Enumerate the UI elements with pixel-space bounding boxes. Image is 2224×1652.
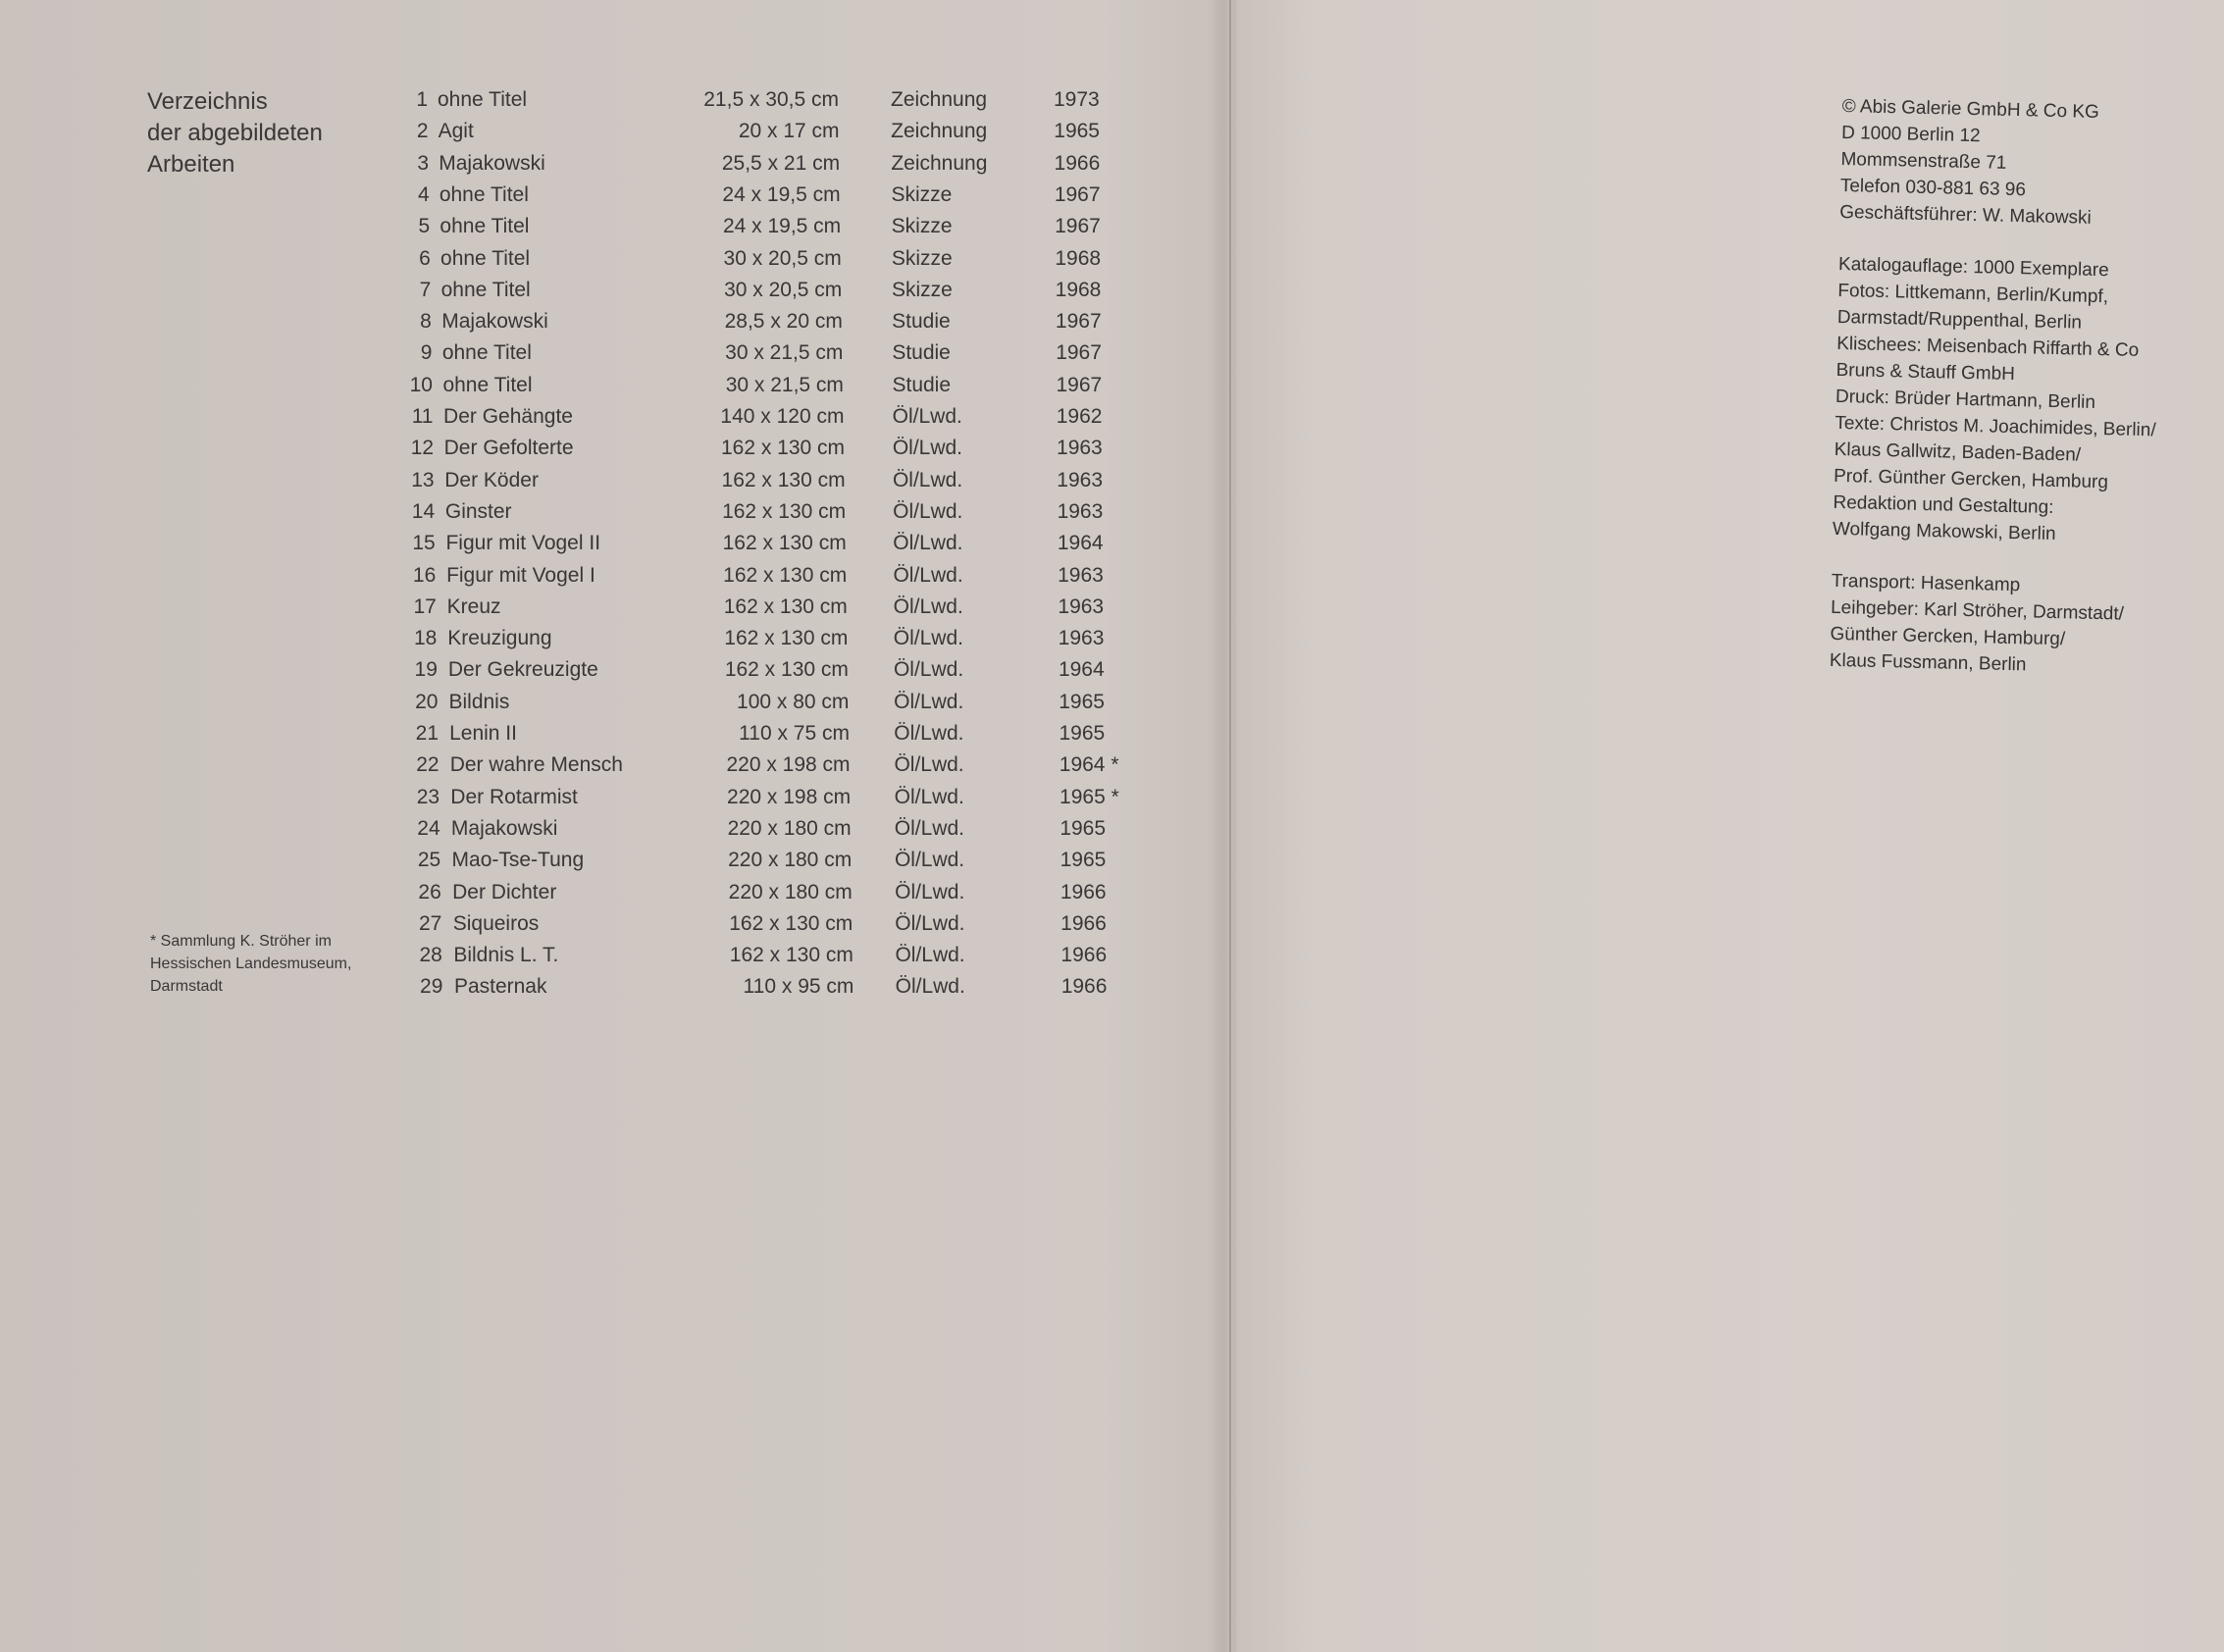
work-technique: Öl/Lwd.	[895, 944, 965, 967]
work-row	[0, 845, 1226, 876]
work-title: Majakowski	[439, 151, 545, 175]
work-title: Bildnis	[448, 690, 510, 713]
work-row	[0, 654, 1226, 686]
work-dimensions: 100 x 80 cm	[737, 690, 850, 713]
work-dimensions: 21,5 x 30,5 cm	[703, 88, 839, 111]
work-number: 2	[416, 120, 429, 143]
work-technique: Skizze	[891, 246, 953, 270]
work-year: 1967	[1056, 373, 1103, 396]
work-title: Figur mit Vogel II	[445, 532, 601, 555]
work-row	[0, 877, 1226, 908]
work-title: Der wahre Mensch	[449, 753, 623, 777]
work-technique: Öl/Lwd.	[893, 658, 964, 682]
work-number: 22	[416, 753, 440, 777]
work-number: 16	[412, 563, 437, 587]
work-title: Siqueiros	[452, 911, 540, 935]
credits-line: Klaus Fussmann, Berlin	[1829, 649, 2027, 676]
work-dimensions: 28,5 x 20 cm	[724, 310, 843, 334]
work-year: 1963	[1057, 437, 1103, 460]
work-number: 17	[413, 594, 437, 618]
credits-line: D 1000 Berlin 12	[1840, 122, 1981, 147]
credits-line: Fotos: Littkemann, Berlin/Kumpf,	[1837, 280, 2109, 308]
work-row	[0, 84, 1226, 116]
work-technique: Öl/Lwd.	[892, 468, 963, 491]
work-year: 1965	[1054, 120, 1100, 143]
work-title: Figur mit Vogel I	[446, 563, 595, 587]
work-title: Majakowski	[441, 310, 548, 334]
work-row	[0, 971, 1226, 1003]
work-dimensions: 25,5 x 21 cm	[721, 151, 841, 175]
heading-line: Arbeiten	[147, 151, 235, 178]
work-title: ohne Titel	[441, 341, 532, 365]
work-technique: Öl/Lwd.	[894, 785, 964, 808]
work-year: 1966	[1060, 911, 1107, 935]
work-title: ohne Titel	[439, 182, 529, 206]
work-dimensions: 110 x 75 cm	[739, 722, 850, 745]
credits-line: Klaus Gallwitz, Baden-Baden/	[1834, 439, 2082, 466]
work-number: 28	[419, 944, 442, 967]
footnote-line: Hessischen Landesmuseum,	[150, 955, 352, 972]
work-dimensions: 30 x 20,5 cm	[724, 278, 843, 301]
work-row	[0, 275, 1226, 306]
work-number: 20	[415, 690, 439, 713]
work-row	[0, 401, 1226, 433]
work-title: Agit	[438, 120, 474, 143]
work-number: 26	[418, 880, 441, 903]
work-number: 23	[416, 785, 440, 808]
work-technique: Öl/Lwd.	[895, 975, 965, 999]
work-number: 9	[420, 341, 433, 365]
credits-line: Günther Gercken, Hamburg/	[1830, 623, 2066, 650]
work-technique: Skizze	[891, 182, 953, 206]
work-year: 1966	[1054, 151, 1101, 175]
work-number: 4	[417, 182, 430, 206]
work-year: 1964 *	[1059, 753, 1119, 777]
work-dimensions: 162 x 130 cm	[720, 437, 846, 460]
work-row	[0, 337, 1226, 369]
work-number: 14	[411, 499, 436, 523]
work-year: 1962	[1056, 405, 1103, 428]
work-row	[0, 148, 1226, 180]
work-dimensions: 162 x 130 cm	[729, 944, 853, 967]
credits-line: Darmstadt/Ruppenthal, Berlin	[1836, 306, 2083, 334]
work-number: 11	[411, 405, 434, 428]
work-dimensions: 162 x 130 cm	[729, 911, 853, 935]
work-row	[0, 465, 1226, 496]
credits-line: Katalogauflage: 1000 Exemplare	[1837, 253, 2109, 282]
work-title: Majakowski	[450, 816, 558, 840]
work-row	[0, 211, 1226, 242]
credits-line: Redaktion und Gestaltung:	[1833, 491, 2054, 518]
work-number: 10	[409, 373, 433, 396]
work-year: 1973	[1054, 88, 1100, 111]
work-technique: Öl/Lwd.	[894, 816, 964, 840]
credits-line: Mommsenstraße 71	[1840, 148, 2007, 174]
work-row	[0, 623, 1226, 654]
work-technique: Öl/Lwd.	[894, 849, 965, 872]
work-row	[0, 718, 1226, 749]
work-year: 1965	[1059, 722, 1106, 745]
work-title: Mao-Tse-Tung	[451, 849, 585, 872]
work-year: 1968	[1055, 278, 1102, 301]
work-title: ohne Titel	[438, 88, 528, 111]
work-year: 1963	[1057, 468, 1104, 491]
work-title: Der Gefolterte	[443, 437, 574, 460]
work-dimensions: 140 x 120 cm	[720, 405, 845, 428]
work-technique: Öl/Lwd.	[893, 499, 963, 523]
work-title: Der Köder	[444, 468, 539, 491]
work-technique: Zeichnung	[891, 120, 988, 143]
work-technique: Skizze	[891, 278, 953, 301]
work-row	[0, 528, 1226, 559]
work-technique: Öl/Lwd.	[894, 753, 964, 777]
credits-line: Leihgeber: Karl Ströher, Darmstadt/	[1830, 596, 2125, 625]
work-title: Kreuzigung	[447, 627, 552, 650]
work-number: 13	[411, 468, 435, 491]
work-technique: Öl/Lwd.	[895, 911, 965, 935]
work-dimensions: 162 x 130 cm	[722, 499, 847, 523]
work-dimensions: 220 x 198 cm	[726, 753, 851, 777]
credits-line: Wolfgang Makowski, Berlin	[1832, 518, 2056, 545]
work-number: 15	[412, 532, 436, 555]
work-year: 1965	[1059, 690, 1105, 713]
work-number: 21	[415, 722, 439, 745]
work-number: 8	[420, 310, 432, 334]
work-technique: Öl/Lwd.	[893, 532, 963, 555]
work-year: 1964	[1057, 532, 1104, 555]
work-number: 12	[410, 437, 435, 460]
work-technique: Öl/Lwd.	[893, 594, 963, 618]
work-dimensions: 220 x 180 cm	[727, 816, 852, 840]
work-row	[0, 306, 1226, 337]
work-dimensions: 162 x 130 cm	[722, 532, 847, 555]
credits-line: © Abis Galerie GmbH & Co KG	[1841, 95, 2100, 123]
work-number: 18	[413, 627, 438, 650]
work-year: 1967	[1056, 341, 1102, 365]
work-row	[0, 749, 1226, 781]
work-dimensions: 162 x 130 cm	[721, 468, 846, 491]
credits-line: Texte: Christos M. Joachimides, Berlin/	[1835, 412, 2156, 441]
work-technique: Öl/Lwd.	[892, 405, 962, 428]
work-dimensions: 24 x 19,5 cm	[722, 215, 842, 238]
work-title: ohne Titel	[440, 246, 531, 270]
work-year: 1966	[1060, 880, 1107, 903]
work-technique: Studie	[892, 341, 951, 365]
work-row	[0, 687, 1226, 718]
work-row	[0, 908, 1226, 940]
work-title: Der Dichter	[452, 880, 557, 903]
work-dimensions: 162 x 130 cm	[723, 563, 848, 587]
work-title: Kreuz	[446, 594, 501, 618]
work-technique: Studie	[892, 373, 952, 396]
work-technique: Zeichnung	[891, 88, 988, 111]
work-year: 1965 *	[1060, 785, 1119, 808]
work-dimensions: 162 x 130 cm	[724, 627, 849, 650]
work-number: 29	[420, 975, 443, 999]
work-number: 1	[416, 88, 428, 111]
footnote-line: * Sammlung K. Ströher im	[150, 933, 332, 950]
work-number: 19	[414, 658, 438, 682]
work-number: 7	[419, 278, 432, 301]
work-year: 1966	[1060, 975, 1108, 999]
work-dimensions: 30 x 21,5 cm	[725, 341, 844, 365]
imprint-credits	[1830, 93, 2164, 681]
credits-line: Telefon 030-881 63 96	[1839, 175, 2027, 201]
work-technique: Öl/Lwd.	[894, 690, 964, 713]
work-title: Pasternak	[453, 975, 547, 999]
work-row	[0, 813, 1226, 845]
work-row	[0, 370, 1226, 401]
work-technique: Skizze	[891, 215, 953, 238]
work-row	[0, 180, 1226, 211]
work-year: 1963	[1058, 594, 1105, 618]
work-technique: Öl/Lwd.	[893, 627, 963, 650]
page-edge	[1229, 0, 1231, 1652]
work-row	[0, 592, 1226, 623]
work-dimensions: 110 x 95 cm	[743, 975, 854, 999]
work-year: 1963	[1057, 499, 1104, 523]
work-title: ohne Titel	[440, 278, 531, 301]
work-year: 1967	[1055, 310, 1102, 334]
work-row	[0, 116, 1226, 147]
work-year: 1967	[1055, 215, 1101, 238]
credits-line: Geschäftsführer: W. Makowski	[1839, 201, 2092, 229]
work-number: 5	[418, 215, 431, 238]
work-dimensions: 30 x 21,5 cm	[725, 373, 844, 396]
work-technique: Öl/Lwd.	[894, 722, 964, 745]
work-year: 1965	[1060, 816, 1107, 840]
work-number: 24	[417, 816, 440, 840]
work-row	[0, 782, 1226, 813]
credits-line: Prof. Günther Gercken, Hamburg	[1833, 465, 2109, 493]
work-year: 1965	[1060, 849, 1107, 872]
work-year: 1963	[1058, 563, 1104, 587]
work-technique: Öl/Lwd.	[892, 437, 963, 460]
work-dimensions: 24 x 19,5 cm	[722, 182, 841, 206]
work-technique: Zeichnung	[891, 151, 988, 175]
work-year: 1966	[1060, 944, 1108, 967]
work-title: Bildnis L. T.	[453, 944, 559, 967]
work-title: Der Rotarmist	[450, 785, 578, 808]
credits-line: Druck: Brüder Hartmann, Berlin	[1835, 386, 2096, 413]
work-technique: Studie	[892, 310, 951, 334]
credits-line: Bruns & Stauff GmbH	[1836, 359, 2016, 386]
work-number: 25	[417, 849, 441, 872]
work-technique: Öl/Lwd.	[895, 880, 965, 903]
work-number: 3	[417, 151, 430, 175]
work-year: 1964	[1058, 658, 1105, 682]
heading-line: der abgebildeten	[147, 120, 323, 146]
work-title: Lenin II	[449, 722, 517, 745]
work-row	[0, 496, 1226, 528]
heading-line: Verzeichnis	[147, 88, 268, 115]
footnote-line: Darmstadt	[150, 978, 223, 995]
work-row	[0, 433, 1226, 464]
work-title: Der Gekreuzigte	[447, 658, 598, 682]
work-dimensions: 162 x 130 cm	[724, 658, 849, 682]
work-dimensions: 220 x 180 cm	[728, 849, 853, 872]
credits-line: Transport: Hasenkamp	[1831, 570, 2021, 596]
work-title: Ginster	[444, 499, 512, 523]
work-dimensions: 30 x 20,5 cm	[723, 246, 842, 270]
work-title: ohne Titel	[440, 215, 530, 238]
work-dimensions: 220 x 180 cm	[728, 880, 853, 903]
work-title: Der Gehängte	[443, 405, 573, 428]
work-row	[0, 243, 1226, 275]
work-dimensions: 162 x 130 cm	[723, 594, 848, 618]
work-row	[0, 560, 1226, 592]
work-year: 1963	[1058, 627, 1105, 650]
work-dimensions: 20 x 17 cm	[738, 120, 840, 143]
work-year: 1968	[1055, 246, 1102, 270]
credits-line: Klischees: Meisenbach Riffarth & Co	[1836, 333, 2140, 361]
work-year: 1967	[1054, 182, 1101, 206]
work-row	[0, 940, 1226, 971]
work-number: 27	[418, 911, 442, 935]
work-dimensions: 220 x 198 cm	[727, 785, 852, 808]
work-number: 6	[419, 246, 431, 270]
work-title: ohne Titel	[442, 373, 533, 396]
work-technique: Öl/Lwd.	[893, 563, 963, 587]
